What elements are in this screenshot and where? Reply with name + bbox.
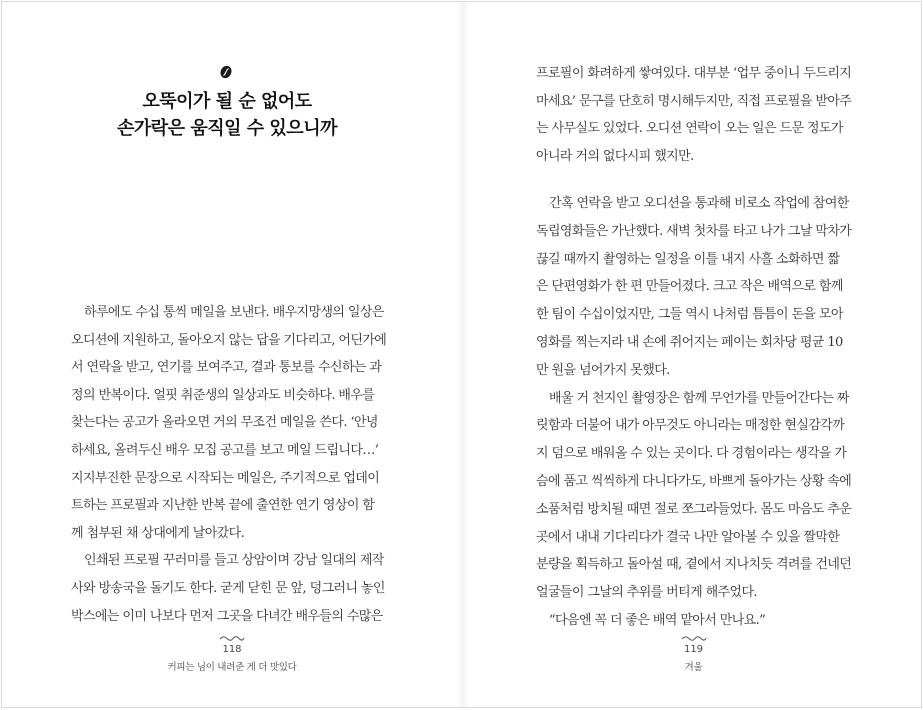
- page-number: 118: [222, 644, 242, 655]
- text-line: 은 단편영화가 한 편 만들어졌다. 크고 작은 배역으로 함께: [536, 279, 843, 295]
- right-page: [464, 2, 923, 707]
- left-page-body: [71, 299, 391, 630]
- text-line: 지 덤으로 배워올 수 있는 곳이다. 다 경험이라는 생각을 가: [536, 446, 847, 462]
- text-line: 하세요, 올려두신 배우 모집 공고를 보고 메일 드립니다…’: [71, 442, 379, 458]
- chapter-title: [62, 88, 392, 142]
- text-line: 서 연락을 받고, 연기를 보여주고, 결과 통보를 수신하는 과: [71, 360, 382, 376]
- text-line: 인쇄된 프로필 꾸러미를 들고 상암이며 강남 일대의 제작: [84, 553, 384, 569]
- text-line: 끊길 때까지 촬영하는 일정을 이틀 내지 사흘 소화하면 짧: [536, 251, 840, 267]
- text-line: 독립영화들은 가난했다. 새벽 첫차를 타고 나가 그날 막차가: [536, 223, 852, 239]
- text-line: 영화를 찍는지라 내 손에 쥐어지는 페이는 회차당 평균 10: [536, 334, 843, 350]
- text-line: 프로필이 화려하게 쌓여있다. 대부분 ‘업무 중이니 두드리지: [536, 66, 852, 81]
- title-line: 손가락은 움직일 수 있으니까: [117, 118, 337, 139]
- text-line: 정의 반복이다. 얼핏 취준생의 일상과도 비슷하다. 배우를: [71, 387, 375, 403]
- book-spread: [1, 1, 922, 708]
- text-line: 찾는다는 공고가 올라오면 거의 무조건 메일을 쓴다. ‘안녕: [71, 415, 378, 431]
- text-line: 곳에서 내내 기다리다가 결국 나만 알아볼 수 있을 짤막한: [536, 529, 840, 545]
- text-line: 마세요’ 문구를 단호히 명시해두지만, 직접 프로필을 받아주: [536, 93, 852, 109]
- text-line: 는 사무실도 있었다. 오디션 연락이 오는 일은 드문 정도가: [536, 121, 843, 137]
- left-page-footer: [2, 634, 462, 674]
- text-line: 간혹 연락을 받고 오디션을 통과해 비로소 작업에 참여한: [549, 196, 849, 211]
- title-line: 오뚝이가 될 순 없어도: [142, 91, 312, 112]
- text-line: 배울 거 천지인 촬영장은 함께 무언가를 만들어간다는 짜: [549, 390, 849, 406]
- text-line: 만 원을 넘어가지 못했다.: [536, 362, 670, 378]
- text-line: 한 팀이 수십이었지만, 그들 역시 나처럼 틈틈이 돈을 모아: [536, 307, 843, 323]
- right-page-body-main: [536, 190, 858, 635]
- text-line: 소품처럼 방치될 때면 절로 쪼그라들었다. 몸도 마음도 추운: [536, 501, 852, 517]
- text-line: 께 첨부된 채 상대에게 날아갔다.: [71, 525, 245, 541]
- wave-ornament-icon: [681, 634, 707, 642]
- text-line: 지지부진한 문장으로 시작되는 메일은, 주기적으로 업데이: [71, 470, 380, 486]
- text-line: 분량을 획득하고 돌아설 때, 곁에서 지나치듯 격려를 건네던: [536, 557, 852, 573]
- right-page-footer: [464, 634, 923, 674]
- page-number: 119: [683, 644, 704, 655]
- text-line: 박스에는 이미 나보다 먼저 그곳을 다녀간 배우들의 수많은: [71, 608, 383, 624]
- text-line: 슴에 품고 씩씩하게 다니다가도, 바쁘게 돌아가는 상황 속에: [536, 473, 852, 489]
- text-line: 트하는 프로필과 지난한 반복 끝에 출연한 연기 영상이 함: [71, 498, 375, 514]
- left-page: [2, 2, 462, 707]
- text-line: 오디션에 지원하고, 돌아오지 않는 답을 기다리고, 어딘가에: [71, 332, 387, 348]
- text-line: 얼굴들이 그날의 추위를 버티게 해주었다.: [536, 585, 757, 601]
- text-line: 아니라 거의 없다시피 했지만.: [536, 148, 694, 164]
- running-head: 겨울: [684, 662, 703, 673]
- wave-ornament-icon: [219, 634, 245, 642]
- coffee-bean-icon: [220, 65, 232, 79]
- text-line: 하루에도 수십 통씩 메일을 보낸다. 배우지망생의 일상은: [84, 305, 384, 320]
- text-line: 사와 방송국을 돌기도 한다. 굳게 닫힌 문 앞, 덩그러니 놓인: [71, 580, 385, 596]
- text-line: “다음엔 꼭 더 좋은 배역 맡아서 만나요.”: [549, 612, 766, 628]
- text-line: 릿함과 더불어 내가 아무것도 아니라는 매정한 현실감각까: [536, 418, 845, 434]
- running-head: 커피는 님이 내려준 게 더 맛있다: [167, 662, 297, 673]
- right-page-body-top: [536, 60, 858, 170]
